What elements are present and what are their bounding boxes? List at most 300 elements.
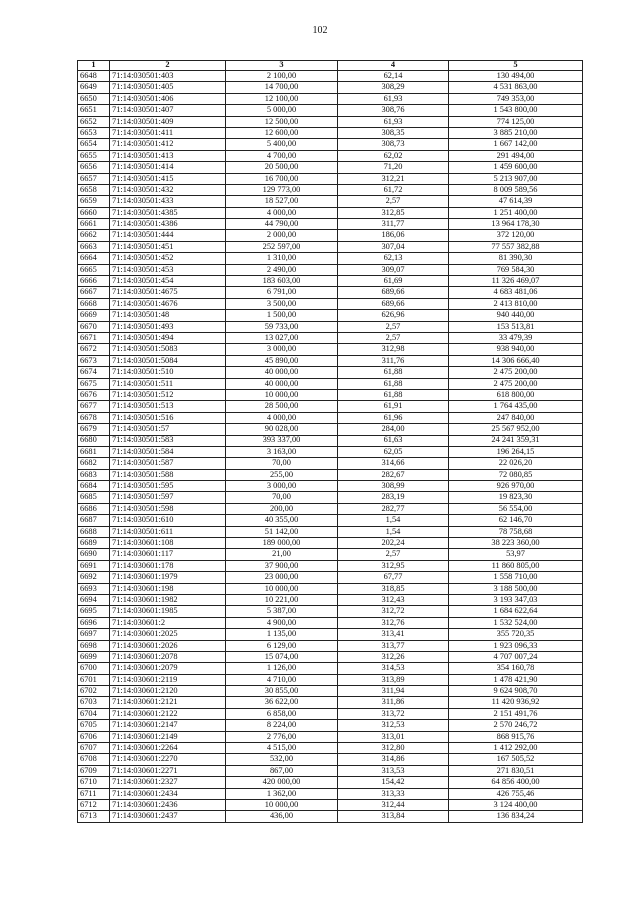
table-row (78, 173, 583, 184)
cadastral-value-cell: 47 614,39 (449, 196, 583, 207)
cadastral-value-cell: 53,97 (449, 549, 583, 560)
area-cell: 5 400,00 (226, 139, 338, 150)
cadastral-value-cell: 9 624 908,70 (449, 686, 583, 697)
row-number-cell: 6684 (78, 481, 110, 492)
column-header-4: 4 (338, 61, 449, 71)
cadastral-number-cell: 71:14:030501:595 (110, 481, 226, 492)
cadastral-value-cell: 618 800,00 (449, 389, 583, 400)
cadastral-number-cell: 71:14:030601:2025 (110, 629, 226, 640)
cadastral-value-cell: 11 326 469,07 (449, 276, 583, 287)
row-number-cell: 6654 (78, 139, 110, 150)
table-row (78, 674, 583, 685)
row-number-cell: 6665 (78, 264, 110, 275)
table-row (78, 583, 583, 594)
row-number-cell: 6662 (78, 230, 110, 241)
row-number-cell: 6675 (78, 378, 110, 389)
row-number-cell: 6669 (78, 310, 110, 321)
row-number-cell: 6704 (78, 708, 110, 719)
table-row (78, 629, 583, 640)
cadastral-number-cell: 71:14:030601:108 (110, 538, 226, 549)
cadastral-number-cell: 71:14:030501:513 (110, 401, 226, 412)
cadastral-number-cell: 71:14:030501:48 (110, 310, 226, 321)
row-number-cell: 6674 (78, 367, 110, 378)
cadastral-number-cell: 71:14:030501:494 (110, 332, 226, 343)
table-row (78, 731, 583, 742)
table-row (78, 310, 583, 321)
specific-value-cell: 311,86 (338, 697, 449, 708)
cadastral-value-cell: 2 413 810,00 (449, 298, 583, 309)
cadastral-value-cell: 940 440,00 (449, 310, 583, 321)
row-number-cell: 6692 (78, 572, 110, 583)
row-number-cell: 6658 (78, 184, 110, 195)
cadastral-value-cell: 11 420 936,92 (449, 697, 583, 708)
row-number-cell: 6649 (78, 82, 110, 93)
cadastral-value-cell: 247 840,00 (449, 412, 583, 423)
row-number-cell: 6668 (78, 298, 110, 309)
row-number-cell: 6656 (78, 162, 110, 173)
specific-value-cell: 67,77 (338, 572, 449, 583)
area-cell: 129 773,00 (226, 184, 338, 195)
cadastral-number-cell: 71:14:030501:444 (110, 230, 226, 241)
row-number-cell: 6709 (78, 765, 110, 776)
specific-value-cell: 313,84 (338, 811, 449, 822)
cadastral-value-cell: 1 558 710,00 (449, 572, 583, 583)
cadastral-value-cell: 426 755,46 (449, 788, 583, 799)
table-row (78, 594, 583, 605)
cadastral-number-cell: 71:14:030601:2149 (110, 731, 226, 742)
row-number-cell: 6688 (78, 526, 110, 537)
table-row (78, 424, 583, 435)
row-number-cell: 6685 (78, 492, 110, 503)
cadastral-number-cell: 71:14:030501:611 (110, 526, 226, 537)
cadastral-number-cell: 71:14:030501:511 (110, 378, 226, 389)
area-cell: 23 000,00 (226, 572, 338, 583)
row-number-cell: 6713 (78, 811, 110, 822)
area-cell: 6 858,00 (226, 708, 338, 719)
cadastral-value-cell: 769 584,30 (449, 264, 583, 275)
table-row (78, 686, 583, 697)
specific-value-cell: 61,69 (338, 276, 449, 287)
cadastral-value-cell: 136 834,24 (449, 811, 583, 822)
specific-value-cell: 314,66 (338, 458, 449, 469)
row-number-cell: 6653 (78, 127, 110, 138)
specific-value-cell: 1,54 (338, 515, 449, 526)
row-number-cell: 6671 (78, 332, 110, 343)
specific-value-cell: 308,99 (338, 481, 449, 492)
area-cell: 10 000,00 (226, 583, 338, 594)
cadastral-value-cell: 4 683 481,06 (449, 287, 583, 298)
table-row (78, 196, 583, 207)
cadastral-value-cell: 78 758,68 (449, 526, 583, 537)
row-number-cell: 6693 (78, 583, 110, 594)
table-row (78, 777, 583, 788)
specific-value-cell: 313,72 (338, 708, 449, 719)
cadastral-value-cell: 3 193 347,03 (449, 594, 583, 605)
cadastral-number-cell: 71:14:030601:1985 (110, 606, 226, 617)
specific-value-cell: 61,72 (338, 184, 449, 195)
cadastral-value-cell: 926 970,00 (449, 481, 583, 492)
specific-value-cell: 154,42 (338, 777, 449, 788)
table-row (78, 754, 583, 765)
specific-value-cell: 61,88 (338, 378, 449, 389)
cadastral-number-cell: 71:14:030501:412 (110, 139, 226, 150)
specific-value-cell: 2,57 (338, 332, 449, 343)
cadastral-value-cell: 5 213 907,00 (449, 173, 583, 184)
cadastral-number-cell: 71:14:030601:178 (110, 560, 226, 571)
row-number-cell: 6687 (78, 515, 110, 526)
cadastral-value-cell: 291 494,00 (449, 150, 583, 161)
area-cell: 12 100,00 (226, 93, 338, 104)
table-row (78, 743, 583, 754)
cadastral-value-cell: 355 720,35 (449, 629, 583, 640)
specific-value-cell: 689,66 (338, 287, 449, 298)
row-number-cell: 6651 (78, 105, 110, 116)
cadastral-value-cell: 1 684 622,64 (449, 606, 583, 617)
area-cell: 1 362,00 (226, 788, 338, 799)
area-cell: 1 310,00 (226, 253, 338, 264)
cadastral-number-cell: 71:14:030501:588 (110, 469, 226, 480)
cadastral-value-cell: 72 080,85 (449, 469, 583, 480)
row-number-cell: 6681 (78, 446, 110, 457)
cadastral-value-cell: 3 885 210,00 (449, 127, 583, 138)
cadastral-value-cell: 1 478 421,90 (449, 674, 583, 685)
specific-value-cell: 1,54 (338, 526, 449, 537)
cadastral-value-cell: 1 532 524,00 (449, 617, 583, 628)
area-cell: 28 500,00 (226, 401, 338, 412)
cadastral-number-cell: 71:14:030501:415 (110, 173, 226, 184)
row-number-cell: 6657 (78, 173, 110, 184)
row-number-cell: 6686 (78, 503, 110, 514)
table-row (78, 378, 583, 389)
specific-value-cell: 311,77 (338, 219, 449, 230)
table-row (78, 127, 583, 138)
specific-value-cell: 61,88 (338, 367, 449, 378)
specific-value-cell: 62,05 (338, 446, 449, 457)
row-number-cell: 6711 (78, 788, 110, 799)
cadastral-number-cell: 71:14:030601:2327 (110, 777, 226, 788)
table-row (78, 617, 583, 628)
specific-value-cell: 312,43 (338, 594, 449, 605)
cadastral-value-cell: 167 505,52 (449, 754, 583, 765)
cadastral-value-cell: 2 475 200,00 (449, 378, 583, 389)
cadastral-value-cell: 22 026,20 (449, 458, 583, 469)
cadastral-number-cell: 71:14:030501:516 (110, 412, 226, 423)
cadastral-number-cell: 71:14:030501:452 (110, 253, 226, 264)
table-row (78, 640, 583, 651)
row-number-cell: 6683 (78, 469, 110, 480)
table-row (78, 230, 583, 241)
area-cell: 20 500,00 (226, 162, 338, 173)
area-cell: 4 900,00 (226, 617, 338, 628)
specific-value-cell: 282,67 (338, 469, 449, 480)
page-number: 102 (312, 25, 328, 36)
row-number-cell: 6712 (78, 800, 110, 811)
table-row (78, 71, 583, 82)
area-cell: 13 027,00 (226, 332, 338, 343)
specific-value-cell: 307,04 (338, 241, 449, 252)
table-row (78, 446, 583, 457)
area-cell: 6 129,00 (226, 640, 338, 651)
row-number-cell: 6682 (78, 458, 110, 469)
table-row (78, 355, 583, 366)
specific-value-cell: 61,93 (338, 116, 449, 127)
row-number-cell: 6664 (78, 253, 110, 264)
cadastral-value-cell: 1 412 292,00 (449, 743, 583, 754)
row-number-cell: 6670 (78, 321, 110, 332)
cadastral-value-cell: 2 570 246,72 (449, 720, 583, 731)
row-number-cell: 6677 (78, 401, 110, 412)
table-row (78, 401, 583, 412)
cadastral-number-cell: 71:14:030601:2122 (110, 708, 226, 719)
area-cell: 3 500,00 (226, 298, 338, 309)
cadastral-number-cell: 71:14:030601:2437 (110, 811, 226, 822)
specific-value-cell: 313,33 (338, 788, 449, 799)
table-row (78, 241, 583, 252)
table-row (78, 492, 583, 503)
cadastral-value-cell: 33 479,39 (449, 332, 583, 343)
table-row (78, 253, 583, 264)
cadastral-number-cell: 71:14:030501:512 (110, 389, 226, 400)
cadastral-value-cell: 77 557 382,88 (449, 241, 583, 252)
specific-value-cell: 202,24 (338, 538, 449, 549)
area-cell: 255,00 (226, 469, 338, 480)
specific-value-cell: 62,14 (338, 71, 449, 82)
cadastral-number-cell: 71:14:030501:433 (110, 196, 226, 207)
area-cell: 10 221,00 (226, 594, 338, 605)
specific-value-cell: 311,94 (338, 686, 449, 697)
cadastral-number-cell: 71:14:030601:2 (110, 617, 226, 628)
table-row (78, 105, 583, 116)
cadastral-value-cell: 354 160,78 (449, 663, 583, 674)
cadastral-number-cell: 71:14:030501:610 (110, 515, 226, 526)
table-row (78, 503, 583, 514)
cadastral-number-cell: 71:14:030501:411 (110, 127, 226, 138)
row-number-cell: 6672 (78, 344, 110, 355)
cadastral-number-cell: 71:14:030501:5083 (110, 344, 226, 355)
table-row (78, 287, 583, 298)
cadastral-value-cell: 749 353,00 (449, 93, 583, 104)
specific-value-cell: 71,20 (338, 162, 449, 173)
table-row (78, 82, 583, 93)
table-row (78, 458, 583, 469)
cadastral-number-cell: 71:14:030501:5084 (110, 355, 226, 366)
cadastral-value-cell: 372 120,00 (449, 230, 583, 241)
specific-value-cell: 626,96 (338, 310, 449, 321)
row-number-cell: 6694 (78, 594, 110, 605)
area-cell: 70,00 (226, 492, 338, 503)
area-cell: 4 515,00 (226, 743, 338, 754)
area-cell: 4 000,00 (226, 412, 338, 423)
area-cell: 40 000,00 (226, 367, 338, 378)
cadastral-number-cell: 71:14:030501:4386 (110, 219, 226, 230)
area-cell: 90 028,00 (226, 424, 338, 435)
cadastral-value-cell: 25 567 952,00 (449, 424, 583, 435)
area-cell: 12 500,00 (226, 116, 338, 127)
cadastral-value-cell: 64 856 400,00 (449, 777, 583, 788)
area-cell: 30 855,00 (226, 686, 338, 697)
row-number-cell: 6690 (78, 549, 110, 560)
cadastral-number-cell: 71:14:030501:598 (110, 503, 226, 514)
table-row (78, 708, 583, 719)
table-row (78, 162, 583, 173)
specific-value-cell: 308,73 (338, 139, 449, 150)
row-number-cell: 6667 (78, 287, 110, 298)
table-row (78, 800, 583, 811)
cadastral-value-cell: 2 151 491,76 (449, 708, 583, 719)
specific-value-cell: 311,76 (338, 355, 449, 366)
row-number-cell: 6691 (78, 560, 110, 571)
specific-value-cell: 61,63 (338, 435, 449, 446)
column-header-1: 1 (78, 61, 110, 71)
table-row (78, 389, 583, 400)
specific-value-cell: 2,57 (338, 549, 449, 560)
row-number-cell: 6705 (78, 720, 110, 731)
specific-value-cell: 318,85 (338, 583, 449, 594)
cadastral-number-cell: 71:14:030601:2264 (110, 743, 226, 754)
table-row (78, 526, 583, 537)
area-cell: 37 900,00 (226, 560, 338, 571)
specific-value-cell: 61,88 (338, 389, 449, 400)
cadastral-value-cell: 62 146,70 (449, 515, 583, 526)
table-row (78, 332, 583, 343)
table-row (78, 469, 583, 480)
specific-value-cell: 62,02 (338, 150, 449, 161)
table-row (78, 435, 583, 446)
table-row (78, 184, 583, 195)
area-cell: 436,00 (226, 811, 338, 822)
area-cell: 8 224,00 (226, 720, 338, 731)
cadastral-number-cell: 71:14:030501:413 (110, 150, 226, 161)
area-cell: 15 074,00 (226, 651, 338, 662)
specific-value-cell: 312,85 (338, 207, 449, 218)
table-row (78, 481, 583, 492)
table-row (78, 720, 583, 731)
cadastral-number-cell: 71:14:030501:432 (110, 184, 226, 195)
cadastral-value-cell: 19 823,30 (449, 492, 583, 503)
cadastral-value-cell: 868 915,76 (449, 731, 583, 742)
specific-value-cell: 284,00 (338, 424, 449, 435)
area-cell: 3 000,00 (226, 344, 338, 355)
cadastral-value-cell: 24 241 359,31 (449, 435, 583, 446)
area-cell: 21,00 (226, 549, 338, 560)
cadastral-value-cell: 38 223 360,00 (449, 538, 583, 549)
table-body (78, 71, 583, 823)
area-cell: 70,00 (226, 458, 338, 469)
area-cell: 2 490,00 (226, 264, 338, 275)
cadastral-value-cell: 4 707 007,24 (449, 651, 583, 662)
cadastral-number-cell: 71:14:030501:4385 (110, 207, 226, 218)
specific-value-cell: 312,21 (338, 173, 449, 184)
cadastral-number-cell: 71:14:030601:2147 (110, 720, 226, 731)
table-row (78, 276, 583, 287)
table-row (78, 697, 583, 708)
cadastral-number-cell: 71:14:030601:117 (110, 549, 226, 560)
table-row (78, 560, 583, 571)
specific-value-cell: 309,07 (338, 264, 449, 275)
area-cell: 51 142,00 (226, 526, 338, 537)
specific-value-cell: 313,53 (338, 765, 449, 776)
table-row (78, 207, 583, 218)
cadastral-number-cell: 71:14:030501:493 (110, 321, 226, 332)
cadastral-value-table (77, 60, 583, 823)
specific-value-cell: 2,57 (338, 196, 449, 207)
area-cell: 4 000,00 (226, 207, 338, 218)
area-cell: 1 500,00 (226, 310, 338, 321)
row-number-cell: 6659 (78, 196, 110, 207)
cadastral-number-cell: 71:14:030501:414 (110, 162, 226, 173)
area-cell: 6 791,00 (226, 287, 338, 298)
specific-value-cell: 62,13 (338, 253, 449, 264)
area-cell: 393 337,00 (226, 435, 338, 446)
cadastral-number-cell: 71:14:030601:2121 (110, 697, 226, 708)
cadastral-value-cell: 1 543 800,00 (449, 105, 583, 116)
cadastral-number-cell: 71:14:030501:453 (110, 264, 226, 275)
row-number-cell: 6708 (78, 754, 110, 765)
area-cell: 2 776,00 (226, 731, 338, 742)
cadastral-number-cell: 71:14:030501:406 (110, 93, 226, 104)
row-number-cell: 6661 (78, 219, 110, 230)
cadastral-number-cell: 71:14:030501:4675 (110, 287, 226, 298)
specific-value-cell: 312,95 (338, 560, 449, 571)
area-cell: 532,00 (226, 754, 338, 765)
cadastral-number-cell: 71:14:030501:510 (110, 367, 226, 378)
cadastral-value-cell: 1 459 600,00 (449, 162, 583, 173)
row-number-cell: 6655 (78, 150, 110, 161)
specific-value-cell: 312,53 (338, 720, 449, 731)
specific-value-cell: 186,06 (338, 230, 449, 241)
cadastral-value-cell: 1 667 142,00 (449, 139, 583, 150)
specific-value-cell: 308,29 (338, 82, 449, 93)
cadastral-value-cell: 56 554,00 (449, 503, 583, 514)
area-cell: 10 000,00 (226, 800, 338, 811)
table-header-row (78, 61, 583, 71)
specific-value-cell: 312,76 (338, 617, 449, 628)
cadastral-number-cell: 71:14:030601:198 (110, 583, 226, 594)
cadastral-value-cell: 3 124 400,00 (449, 800, 583, 811)
row-number-cell: 6707 (78, 743, 110, 754)
cadastral-number-cell: 71:14:030601:1982 (110, 594, 226, 605)
area-cell: 59 733,00 (226, 321, 338, 332)
cadastral-number-cell: 71:14:030601:2434 (110, 788, 226, 799)
table-row (78, 116, 583, 127)
column-header-2: 2 (110, 61, 226, 71)
specific-value-cell: 282,77 (338, 503, 449, 514)
column-header-5: 5 (449, 61, 583, 71)
cadastral-number-cell: 71:14:030601:2436 (110, 800, 226, 811)
area-cell: 5 387,00 (226, 606, 338, 617)
cadastral-value-cell: 130 494,00 (449, 71, 583, 82)
cadastral-value-cell: 81 390,30 (449, 253, 583, 264)
row-number-cell: 6666 (78, 276, 110, 287)
area-cell: 40 000,00 (226, 378, 338, 389)
area-cell: 4 700,00 (226, 150, 338, 161)
row-number-cell: 6695 (78, 606, 110, 617)
table-row (78, 93, 583, 104)
specific-value-cell: 61,96 (338, 412, 449, 423)
area-cell: 14 700,00 (226, 82, 338, 93)
cadastral-number-cell: 71:14:030601:2120 (110, 686, 226, 697)
row-number-cell: 6700 (78, 663, 110, 674)
cadastral-value-cell: 11 860 805,00 (449, 560, 583, 571)
row-number-cell: 6660 (78, 207, 110, 218)
specific-value-cell: 308,35 (338, 127, 449, 138)
cadastral-value-cell: 1 764 435,00 (449, 401, 583, 412)
table-row (78, 150, 583, 161)
row-number-cell: 6650 (78, 93, 110, 104)
row-number-cell: 6673 (78, 355, 110, 366)
specific-value-cell: 2,57 (338, 321, 449, 332)
row-number-cell: 6698 (78, 640, 110, 651)
